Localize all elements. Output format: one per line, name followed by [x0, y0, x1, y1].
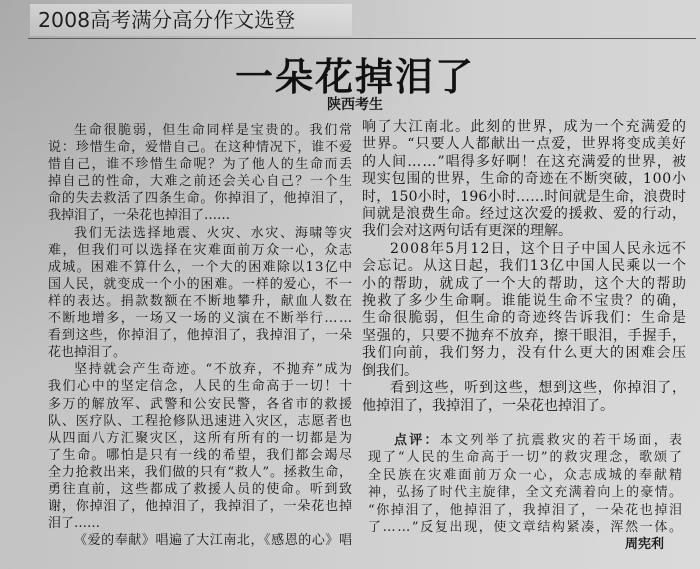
text-line: 倒我们。 — [362, 362, 418, 379]
article-byline: 陕西考生 — [327, 97, 383, 113]
text-line: 间就是浪费生命。经过这次爱的援救、爱的行动， — [362, 206, 687, 223]
text-line: 多万的解放军、武警和公安民警，各省市的救援 — [48, 396, 354, 412]
text-line: 我们向前，我们努力，没有什么更大的困难会压 — [362, 345, 688, 362]
text-line: 坚强的，只要不抛弃不放弃，擦干眼泪，手握手， — [362, 327, 687, 344]
text-line: 小的帮助，就成了一个大的帮助，这个大的帮助 — [362, 275, 688, 292]
paragraph — [362, 380, 686, 415]
text-line: 样的表达。捐款数额在不断地攀升，献血人数在 — [48, 293, 354, 309]
text-line: 响了大江南北。此刻的世界，成为一个充满爱的 — [362, 119, 688, 135]
paragraph — [48, 361, 352, 532]
text-line: 我们心中的坚定信念，人民的生命高于一切！十 — [48, 379, 354, 395]
text-line: 挽救了多少生命啊。谁能说生命不宝贵？的确， — [362, 293, 688, 310]
header-rule — [28, 38, 696, 39]
text-line: 从四面八方汇聚灾区，这所有所有的一切都是为 — [48, 430, 354, 446]
article-column-left — [48, 122, 352, 549]
text-line: 我掉泪了，一朵花也掉泪了…… — [48, 208, 231, 224]
text-line: 的人间……”唱得多好啊！在这充满爱的世界，被 — [362, 153, 688, 170]
comment-author: 周宪利 — [624, 537, 664, 553]
text-line: 生命很脆弱，但生命的奇迹终告诉我们：生命是 — [362, 310, 688, 327]
text-line: 我们会对这两句话有更深的理解。 — [362, 223, 572, 240]
text-line: 坚持就会产生奇迹。“不放弃，不抛弃”成为 — [74, 362, 354, 378]
text-line: 他掉泪了，我掉泪了，一朵花也掉泪了。 — [362, 397, 614, 414]
article-column-right — [362, 119, 686, 415]
comment-line: 神，弘扬了时代主旋律，全文充满着向上的豪情。 — [368, 485, 684, 501]
text-line: 《爱的奉献》唱遍了大江南北，《感恩的心》唱 — [74, 533, 353, 549]
text-line: 现实包围的世界，生命的奇迹在不断突破，100小 — [362, 171, 687, 188]
comment-line: 全民族在灾难面前万众一心，众志成城的奉献精 — [368, 467, 685, 483]
paragraph — [48, 532, 352, 549]
text-line: 世界。“只要人人都献出一点爱，世界将变成美好 — [362, 136, 688, 153]
text-line: 谢，你掉泪了，他掉泪了，我掉泪了，一朵花也掉 — [48, 499, 353, 515]
comment-line: 现了“人民的生命高于一切”的救灾理念，歌颂了 — [368, 450, 684, 466]
text-line: 看到这些，听到这些，想到这些，你掉泪了， — [390, 380, 687, 397]
comment-label: 点评： — [394, 433, 440, 448]
text-line: 队、医疗队、工程抢修队迅速进入灾区，志愿者也 — [48, 413, 353, 429]
text-line: 难，但我们可以选择在灾难面前万众一心，众志 — [48, 242, 354, 258]
column-header — [30, 4, 352, 36]
text-line: 全力抢救出来，我们做的只有“救人”。拯救生命， — [48, 464, 353, 480]
text-line: 2008年5月12日，这个日子中国人民永远不 — [390, 240, 688, 257]
comment-box — [364, 428, 686, 554]
paragraph — [48, 122, 352, 225]
text-line: 惜自己，谁不珍惜生命呢？为了他人的生命而丢 — [48, 157, 354, 173]
text-line: 勇往直前，这些都成了救援人员的使命。听到致 — [48, 481, 354, 497]
text-line: 我们无法选择地震、火灾、水灾、海啸等灾 — [74, 225, 354, 241]
text-line: 了生命。哪怕是只有一线的希望，我们都会竭尽 — [48, 447, 354, 463]
text-line: 会忘记。从这日起，我们13亿中国人民乘以一个 — [362, 258, 688, 275]
text-line: 国人民，就变成一个小的困难。一样的爱心，不一 — [48, 276, 353, 292]
text-line: 时，150小时，196小时……时间就是生命，浪费时 — [362, 188, 687, 205]
paragraph — [48, 225, 352, 362]
text-line: 生命很脆弱，但生命同样是宝贵的。我们常 — [74, 123, 354, 138]
text-line: 成城。困难不算什么，一个大的困难除以13亿中 — [48, 259, 354, 275]
text-line: 泪了…… — [48, 516, 101, 532]
paragraph — [362, 119, 686, 241]
text-line: 说：珍惜生命，爱惜自己。在这种情况下，谁不爱 — [48, 140, 353, 156]
article-title: 一朵花掉泪了 — [234, 55, 475, 99]
comment-line: “你掉泪了，他掉泪了，我掉泪了，一朵花也掉泪 — [368, 502, 684, 518]
paragraph — [362, 241, 686, 380]
comment-line: 了……”反复出现，使文章结构紧凑，浑然一体。 — [368, 520, 684, 536]
column-header-title: 2008高考满分高分作文选登 — [38, 8, 296, 32]
text-line: 花也掉泪了。 — [48, 345, 127, 361]
comment-text: 本文列举了抗震救灾的若干场面，表 — [439, 433, 685, 448]
text-line: 命的失去救活了四条生命。你掉泪了，他掉泪了， — [48, 191, 353, 207]
comment-line — [364, 432, 686, 449]
text-line: 不断地增多，一场又一场的义演在不断举行…… — [48, 311, 354, 327]
text-line: 看到这些，你掉泪了，他掉泪了，我掉泪了，一朵 — [48, 328, 353, 344]
text-line: 掉自己的性命，大难之前还会关心自己？一个生 — [48, 174, 354, 190]
